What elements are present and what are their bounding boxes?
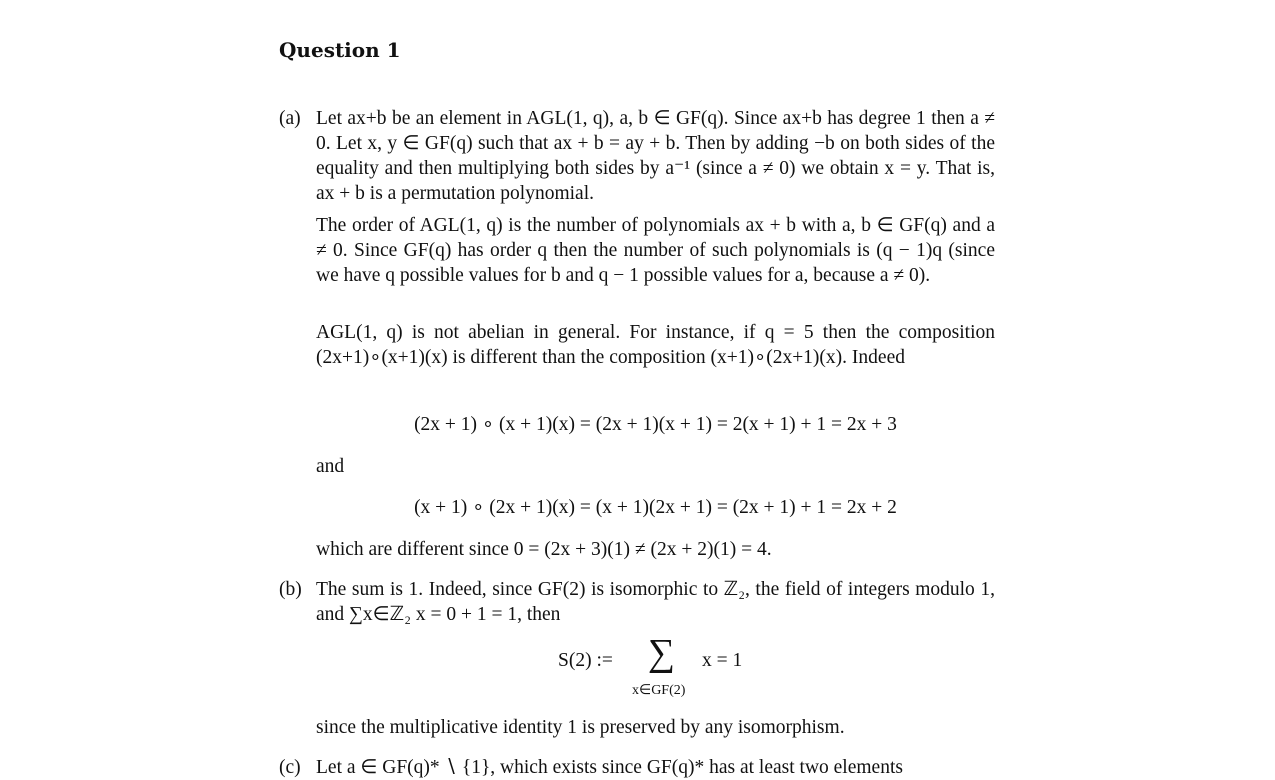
part-b-paragraph-1: The sum is 1. Indeed, since GF(2) is isomorphic to ℤ₂, the field of integers modulo 1, and ∑x∈ℤ₂ x = 0 + 1 = 1, then — [316, 579, 995, 625]
sum-rhs: x = 1 — [702, 650, 743, 671]
summation-symbol: ∑ — [648, 632, 676, 674]
part-b-label: (b) — [279, 579, 302, 600]
part-a-equation-1: (2x + 1) ∘ (x + 1)(x) = (2x + 1)(x + 1) = 2(x + 1) + 1 = 2x + 3 — [414, 414, 897, 435]
part-b-paragraph-2: since the multiplicative identity 1 is preserved by any isomorphism. — [316, 717, 845, 738]
part-b-sum-equation — [316, 632, 995, 706]
part-a-paragraph-4: which are different since 0 = (2x + 3)(1) ≠ (2x + 2)(1) = 4. — [316, 539, 772, 560]
summation-subscript: x∈GF(2) — [632, 683, 686, 698]
part-a-paragraph-3: AGL(1, q) is not abelian in general. For instance, if q = 5 then the composition (2x+1)∘(x+1)(x) is different than the composition (x+1)∘(2x+1)(x). Indeed — [316, 322, 995, 368]
sum-lhs: S(2) := — [558, 650, 613, 671]
part-a-and-text: and — [316, 456, 345, 477]
part-c-label: (c) — [279, 757, 301, 778]
part-a-paragraph-1: Let ax+b be an element in AGL(1, q), a, b ∈ GF(q). Since ax+b has degree 1 then a ≠ 0. Let x, y ∈ GF(q) such that ax + b = ay + b. Then by adding −b on both sides of the equality and then multiplying both sides by a⁻¹ (since a ≠ 0) we obtain x = y. That is, ax + b is a permutation polynomial. — [316, 108, 995, 204]
part-a-paragraph-2: The order of AGL(1, q) is the number of polynomials ax + b with a, b ∈ GF(q) and a ≠ 0. Since GF(q) has order q then the number of such polynomials is (q − 1)q (since we have q possible values for b and q − 1 possible values for a, because a ≠ 0). — [316, 215, 995, 286]
part-c-paragraph-1: Let a ∈ GF(q)* ∖ {1}, which exists since GF(q)* has at least two elements — [316, 757, 903, 778]
part-a-label: (a) — [279, 108, 301, 129]
question-heading: Question 1 — [279, 38, 401, 62]
part-a-equation-2: (x + 1) ∘ (2x + 1)(x) = (x + 1)(2x + 1) = (2x + 1) + 1 = 2x + 2 — [414, 497, 897, 518]
